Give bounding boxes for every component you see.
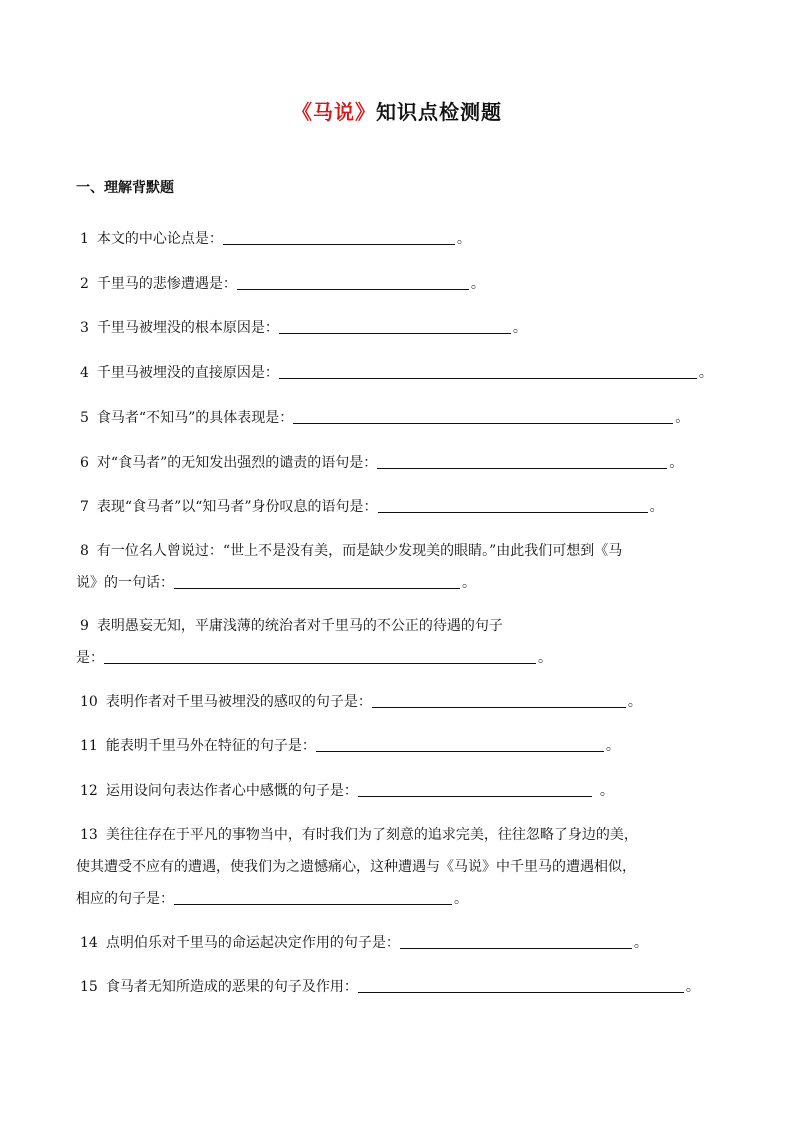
answer-blank[interactable] [237,275,469,290]
question-6: 6 对“食马者”的无知发出强烈的谴责的语句是： 。 [80,455,684,471]
answer-blank[interactable] [377,454,667,469]
question-text: 千里马被埋没的根本原因是： [96,320,279,336]
question-text: 运用设问句表达作者心中感慨的句子是： [105,783,358,799]
answer-blank[interactable] [223,230,455,245]
question-13-continued: 相应的句子是： 。 [76,891,468,907]
answer-blank[interactable] [378,498,648,513]
question-15: 15 食马者无知所造成的恶果的句子及作用： 。 [80,979,700,995]
question-text: 说》的一句话： [76,575,174,591]
question-text: 食马者无知所造成的恶果的句子及作用： [105,979,358,995]
question-8: 8 有一位名人曾说过：“世上不是没有美，而是缺少发现美的眼睛。”由此我们可想到《马 [80,543,623,559]
question-text: 能表明千里马外在特征的句子是： [105,738,316,754]
question-3: 3 千里马被埋没的根本原因是： 。 [80,320,527,336]
answer-blank[interactable] [358,782,592,797]
question-text: 使其遭受不应有的遭遇，使我们为之遗憾痛心，这种遭遇与《马说》中千里马的遭遇相似， [76,859,636,875]
question-13: 13 美往往存在于平凡的事物当中，有时我们为了刻意的追求完美，往往忽略了身边的美， [80,827,638,843]
answer-blank[interactable] [293,409,673,424]
section-heading: 一、理解背默题 [76,180,174,196]
title-rest: 知识点检测题 [376,100,502,124]
answer-blank[interactable] [279,319,511,334]
question-4: 4 千里马被埋没的直接原因是： 。 [80,365,713,381]
answer-blank[interactable] [104,649,536,664]
answer-blank[interactable] [174,890,452,905]
answer-blank[interactable] [174,574,460,589]
question-text: 对“食马者”的无知发出强烈的谴责的语句是： [96,455,378,471]
question-text: 美往往存在于平凡的事物当中，有时我们为了刻意的追求完美，往往忽略了身边的美， [105,827,638,843]
question-14: 14 点明伯乐对千里马的命运起决定作用的句子是： 。 [80,935,648,951]
question-9: 9 表明愚妄无知，平庸浅薄的统治者对千里马的不公正的待遇的句子 [80,618,503,634]
page-title [0,96,794,125]
question-13-continued [76,857,636,877]
question-text: 表现“食马者”以“知马者”身份叹息的语句是： [96,499,378,515]
question-5: 5 食马者“不知马”的具体表现是： 。 [80,410,690,426]
question-text: 表明愚妄无知，平庸浅薄的统治者对千里马的不公正的待遇的句子 [96,618,503,634]
answer-blank[interactable] [279,364,697,379]
question-8-continued: 说》的一句话： 。 [76,575,476,591]
question-text: 表明作者对千里马被埋没的感叹的句子是： [105,694,372,710]
question-text: 点明伯乐对千里马的命运起决定作用的句子是： [105,935,400,951]
question-text: 千里马被埋没的直接原因是： [96,365,279,381]
question-9-continued: 是： 。 [76,650,552,666]
question-11: 11 能表明千里马外在特征的句子是： 。 [80,738,620,754]
question-text: 是： [76,650,104,666]
answer-blank[interactable] [316,737,604,752]
title-book-name: 《马说》 [292,100,376,124]
question-text: 本文的中心论点是： [96,231,223,247]
question-text: 千里马的悲惨遭遇是： [96,276,237,292]
question-10: 10 表明作者对千里马被埋没的感叹的句子是： 。 [80,694,642,710]
answer-blank[interactable] [358,978,684,993]
question-2: 2 千里马的悲惨遭遇是： 。 [80,276,485,292]
question-1: 1 本文的中心论点是： 。 [80,231,471,247]
question-text: 食马者“不知马”的具体表现是： [96,410,294,426]
question-text: 相应的句子是： [76,891,174,907]
question-12: 12 运用设问句表达作者心中感慨的句子是： 。 [80,783,614,799]
question-7: 7 表现“食马者”以“知马者”身份叹息的语句是： 。 [80,499,664,515]
answer-blank[interactable] [400,934,632,949]
answer-blank[interactable] [372,693,626,708]
question-text: 有一位名人曾说过：“世上不是没有美，而是缺少发现美的眼睛。”由此我们可想到《马 [96,543,623,559]
